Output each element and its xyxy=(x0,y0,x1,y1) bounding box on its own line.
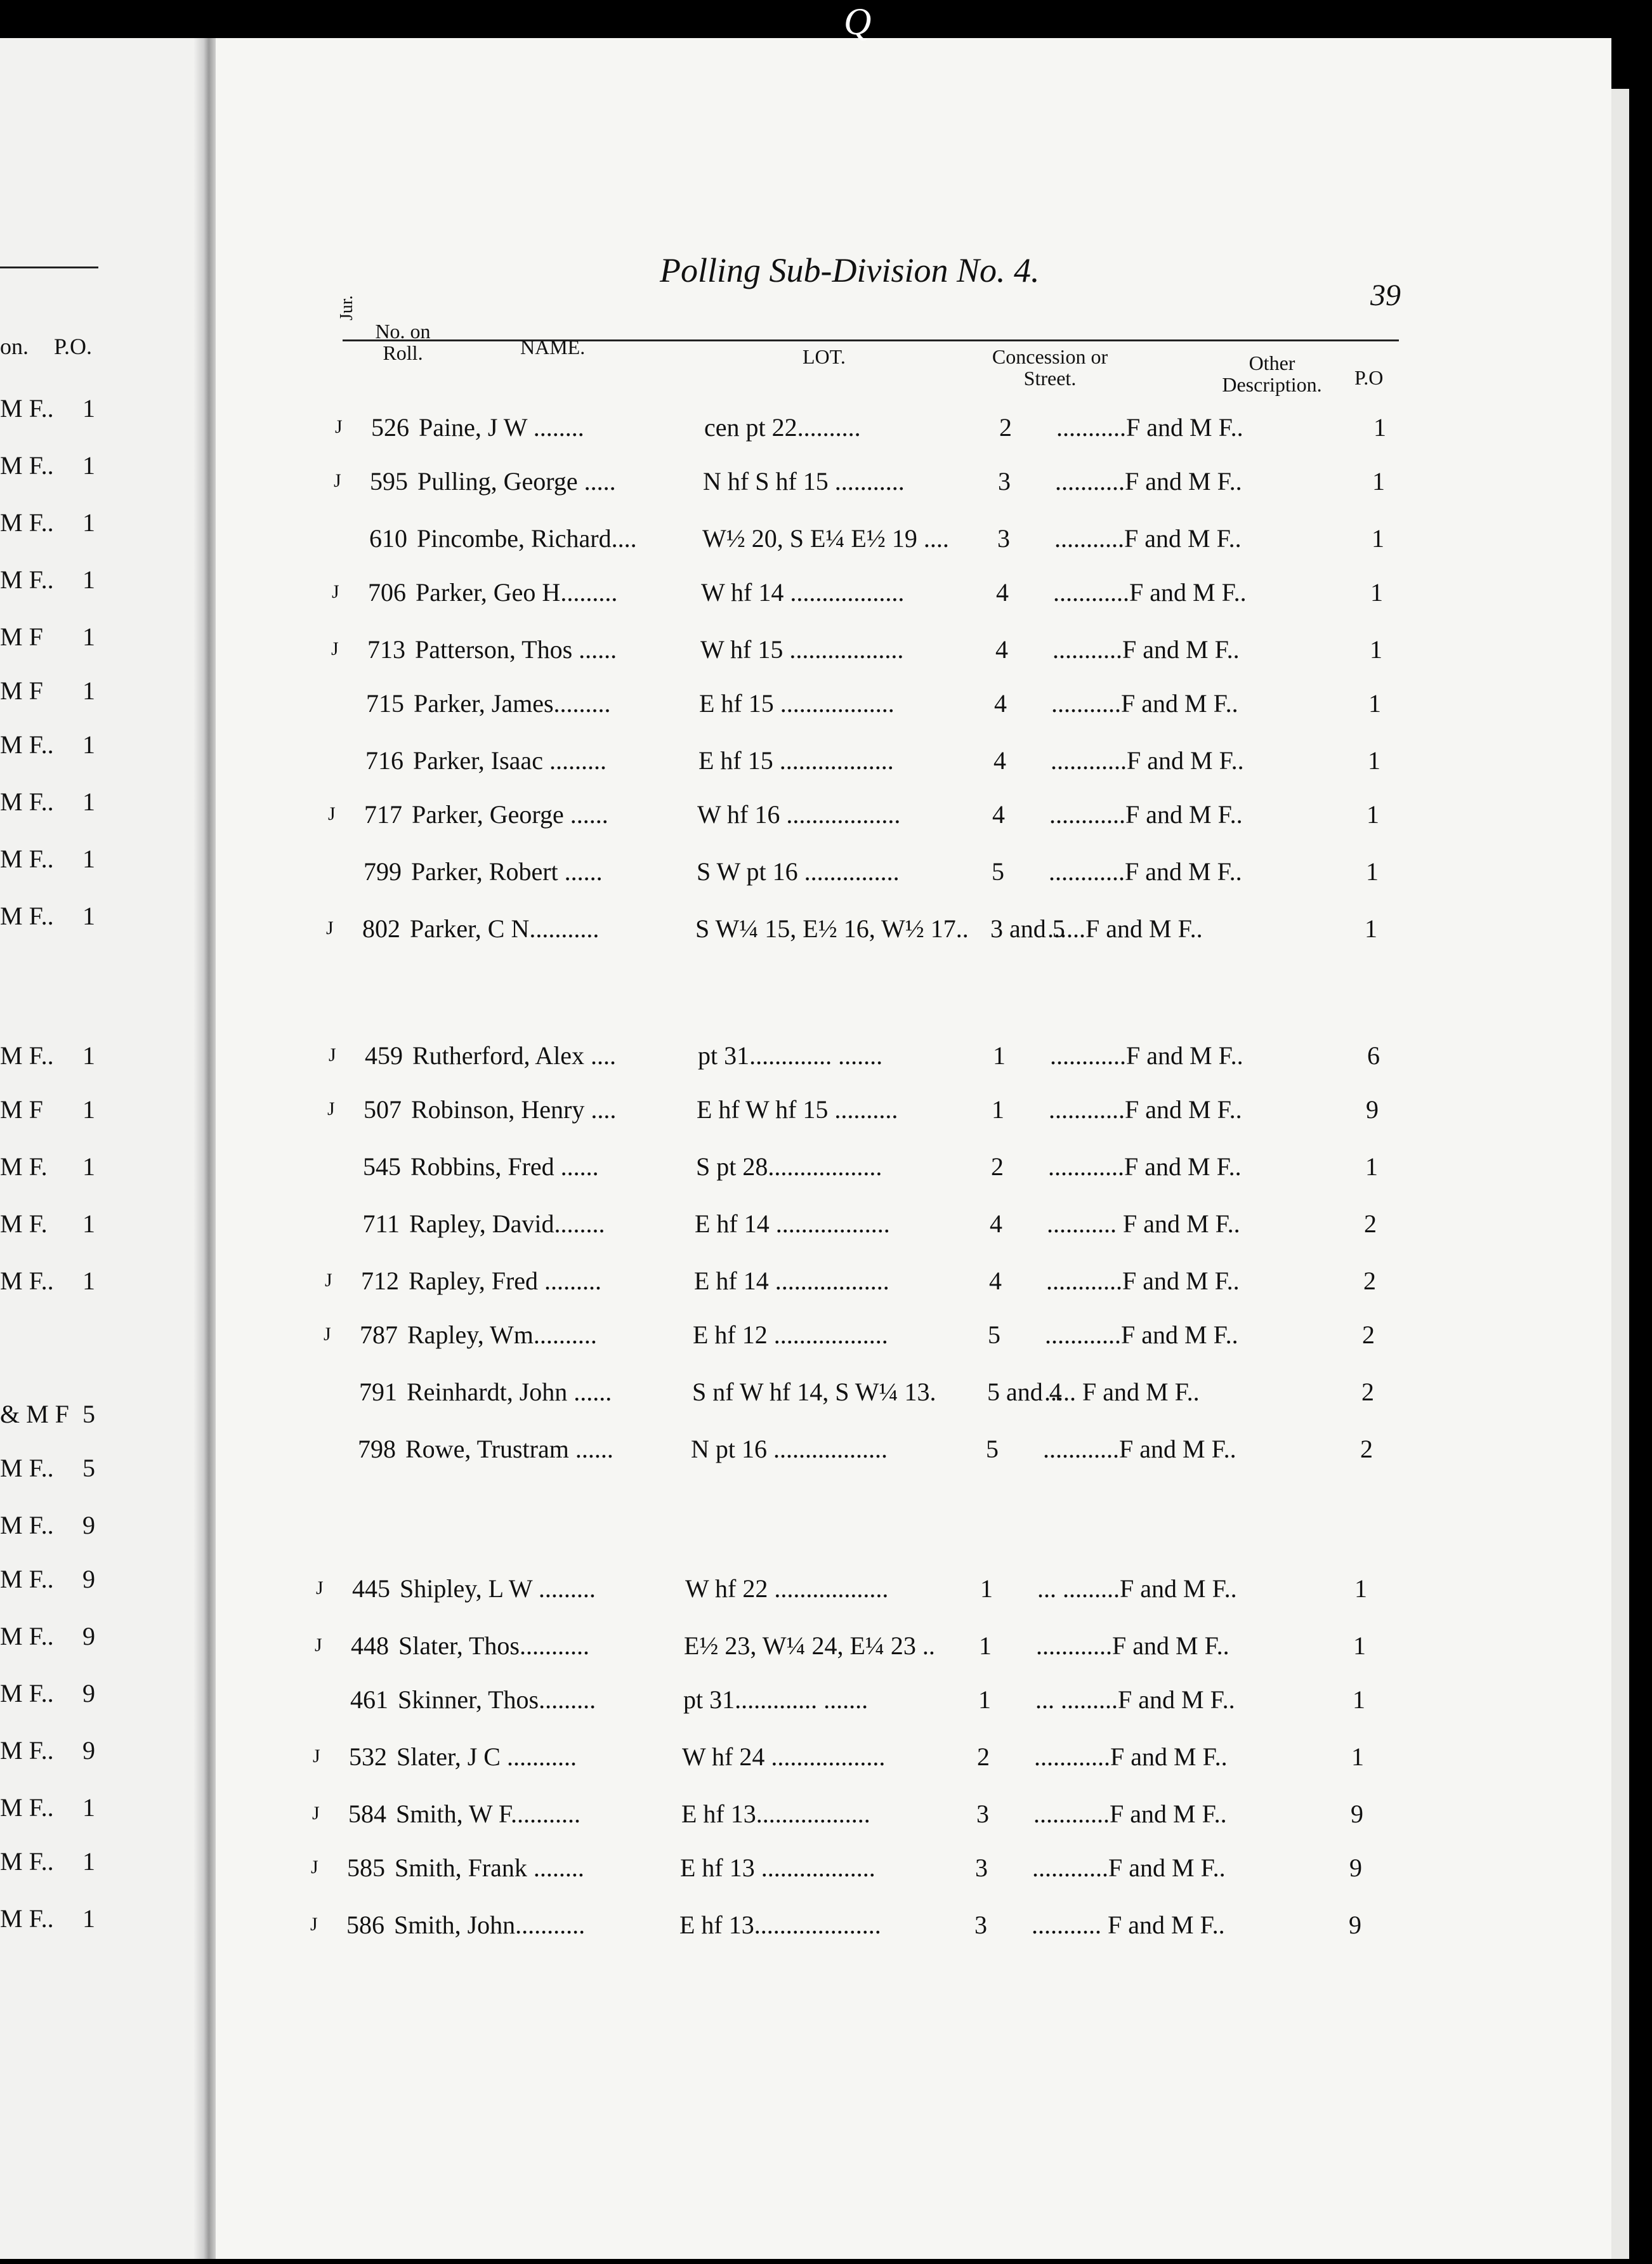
entry-name: Rowe, Trustram ...... xyxy=(405,1435,613,1463)
entry-lot: pt 31............. ....... xyxy=(698,1041,883,1070)
entry-concession: 3 xyxy=(976,1800,989,1828)
entry-other-description: ........... F and M F.. xyxy=(1032,1911,1225,1939)
entry-lot: N pt 16 .................. xyxy=(691,1435,888,1463)
entry-other-description: ... .........F and M F.. xyxy=(1035,1685,1235,1714)
roll-entry xyxy=(0,577,1652,609)
entry-po: 9 xyxy=(1351,1800,1363,1828)
entry-roll-number: 712 xyxy=(361,1267,399,1295)
entry-jur-mark: J xyxy=(335,416,343,437)
entry-po: 2 xyxy=(1362,1320,1375,1349)
entry-jur-mark: J xyxy=(328,803,336,824)
entry-name: Pincombe, Richard.... xyxy=(417,524,637,553)
left-row-description: M F.. xyxy=(0,565,54,594)
entry-concession: 5 xyxy=(986,1435,999,1463)
roll-entry xyxy=(0,1853,1652,1885)
entry-po: 1 xyxy=(1370,578,1383,607)
entry-lot: E hf 14 .................. xyxy=(695,1209,890,1238)
entry-other-description: ...........F and M F.. xyxy=(1056,413,1243,442)
entry-name: Patterson, Thos ...... xyxy=(415,635,617,664)
entry-jur-mark: J xyxy=(310,1914,318,1935)
column-header-roll: No. on Roll. xyxy=(375,320,431,364)
entry-lot: E hf 13 .................. xyxy=(680,1853,875,1882)
entry-po: 9 xyxy=(1366,1095,1379,1124)
left-row-po: 1 xyxy=(82,1904,95,1933)
entry-po: 1 xyxy=(1365,1152,1378,1181)
entry-roll-number: 526 xyxy=(371,413,409,442)
entry-name: Rapley, Wm.......... xyxy=(407,1320,597,1349)
entry-other-description: ............F and M F.. xyxy=(1050,1041,1243,1070)
left-row-description: M F.. xyxy=(0,1736,54,1765)
top-mark: Q xyxy=(844,1,872,43)
left-row-po: 1 xyxy=(82,1095,95,1124)
left-row-po: 1 xyxy=(82,1041,95,1070)
entry-lot: cen pt 22.......... xyxy=(704,413,861,442)
entry-other-description: ............F and M F.. xyxy=(1032,1853,1226,1882)
entry-name: Paine, J W ........ xyxy=(419,413,584,442)
entry-name: Reinhardt, John ...... xyxy=(407,1378,612,1406)
entry-lot: W hf 24 .................. xyxy=(682,1742,886,1771)
left-header-po: P.O. xyxy=(54,334,93,359)
entry-po: 1 xyxy=(1367,800,1379,829)
entry-roll-number: 716 xyxy=(365,746,403,775)
left-row-description: M F.. xyxy=(0,1565,54,1593)
roll-entry xyxy=(0,1209,1652,1241)
column-header-lot: LOT. xyxy=(803,345,846,368)
roll-entry xyxy=(0,1631,1652,1662)
entry-lot: E hf 12 .................. xyxy=(693,1320,888,1349)
entry-concession: 4 xyxy=(992,800,1005,829)
entry-name: Skinner, Thos......... xyxy=(398,1685,596,1714)
entry-lot: E hf 13.................... xyxy=(679,1911,881,1939)
roll-entry xyxy=(0,1152,1652,1183)
entry-jur-mark: J xyxy=(334,470,341,491)
roll-entry xyxy=(0,688,1652,720)
roll-entry xyxy=(0,1910,1652,1942)
left-row-po: 1 xyxy=(82,730,95,759)
entry-po: 6 xyxy=(1367,1041,1380,1070)
left-row-description: M F.. xyxy=(0,451,54,480)
roll-entry xyxy=(0,1095,1652,1126)
roll-entry xyxy=(0,800,1652,831)
column-header-name: NAME. xyxy=(520,336,586,359)
left-row-po: 1 xyxy=(82,1152,95,1181)
entry-roll-number: 461 xyxy=(350,1685,388,1714)
entry-lot: E hf W hf 15 .......... xyxy=(697,1095,898,1124)
entry-roll-number: 584 xyxy=(348,1800,386,1828)
roll-entry xyxy=(0,857,1652,888)
entry-po: 1 xyxy=(1368,689,1381,718)
entry-concession: 1 xyxy=(993,1041,1006,1070)
left-row-description: M F xyxy=(0,1095,43,1124)
left-row-po: 1 xyxy=(82,451,95,480)
left-row-description: M F.. xyxy=(0,845,54,873)
left-row-po: 1 xyxy=(82,676,95,705)
entry-name: Parker, Geo H......... xyxy=(416,578,618,607)
entry-concession: 1 xyxy=(979,1631,992,1660)
roll-entry xyxy=(0,914,1652,945)
entry-other-description: ...........F and M F.. xyxy=(1051,689,1238,718)
entry-other-description: ............F and M F.. xyxy=(1046,1267,1240,1295)
entry-concession: 2 xyxy=(991,1152,1004,1181)
left-row-description: M F.. xyxy=(0,787,54,816)
entry-concession: 4 xyxy=(994,689,1007,718)
entry-po: 1 xyxy=(1366,857,1379,886)
entry-jur-mark: J xyxy=(312,1803,320,1824)
left-row-description: M F.. xyxy=(0,1041,54,1070)
entry-po: 2 xyxy=(1361,1378,1374,1406)
left-row-description: M F xyxy=(0,622,43,651)
entry-roll-number: 507 xyxy=(364,1095,402,1124)
entry-other-description: ............F and M F.. xyxy=(1034,1742,1228,1771)
entry-concession: 3 xyxy=(975,1853,988,1882)
entry-po: 1 xyxy=(1365,914,1377,943)
left-row-description: M F.. xyxy=(0,508,54,537)
entry-name: Rapley, David........ xyxy=(409,1209,605,1238)
entry-other-description: ............F and M F.. xyxy=(1049,1095,1242,1124)
roll-entry xyxy=(0,1574,1652,1605)
entry-concession: 1 xyxy=(980,1574,993,1603)
entry-jur-mark: J xyxy=(326,918,334,938)
roll-entry xyxy=(0,1320,1652,1352)
left-row-po: 9 xyxy=(82,1679,95,1708)
entry-concession: 1 xyxy=(992,1095,1004,1124)
entry-lot: S pt 28.................. xyxy=(696,1152,882,1181)
entry-po: 1 xyxy=(1354,1574,1367,1603)
entry-po: 1 xyxy=(1372,467,1385,496)
column-header-po: P.O xyxy=(1354,366,1384,389)
entry-other-description: ............F and M F.. xyxy=(1053,578,1247,607)
roll-entry xyxy=(0,466,1652,498)
left-row-po: 9 xyxy=(82,1565,95,1593)
entry-roll-number: 715 xyxy=(366,689,404,718)
entry-concession: 2 xyxy=(999,413,1012,442)
left-row-description: M F.. xyxy=(0,902,54,930)
left-row-po: 9 xyxy=(82,1622,95,1650)
entry-name: Rutherford, Alex .... xyxy=(412,1041,617,1070)
entry-po: 1 xyxy=(1353,1631,1366,1660)
entry-po: 1 xyxy=(1353,1685,1365,1714)
entry-jur-mark: J xyxy=(329,1044,336,1065)
entry-other-description: ...........F and M F.. xyxy=(1054,524,1242,553)
left-header-rule xyxy=(0,267,98,268)
entry-concession: 3 xyxy=(974,1911,987,1939)
entry-name: Shipley, L W ......... xyxy=(400,1574,596,1603)
entry-roll-number: 448 xyxy=(351,1631,389,1660)
entry-concession: 5 and 4 xyxy=(987,1378,1062,1406)
left-row-po: 1 xyxy=(82,1267,95,1295)
entry-concession: 5 xyxy=(992,857,1004,886)
left-row-description: M F. xyxy=(0,1209,48,1238)
roll-entry xyxy=(0,1266,1652,1298)
header-rule xyxy=(343,339,1399,341)
entry-concession: 3 xyxy=(998,467,1011,496)
entry-lot: E½ 23, W¼ 24, E¼ 23 .. xyxy=(684,1631,935,1660)
left-row-description: M F.. xyxy=(0,1622,54,1650)
entry-lot: N hf S hf 15 ........... xyxy=(703,467,905,496)
entry-po: 1 xyxy=(1373,413,1386,442)
left-row-po: 1 xyxy=(82,622,95,651)
left-row-description: M F.. xyxy=(0,1511,54,1539)
entry-roll-number: 459 xyxy=(365,1041,403,1070)
roll-entry xyxy=(0,1742,1652,1774)
entry-other-description: ............F and M F.. xyxy=(1043,1435,1236,1463)
entry-other-description: ........... F and M F.. xyxy=(1047,1209,1240,1238)
entry-jur-mark: J xyxy=(316,1577,324,1598)
entry-po: 9 xyxy=(1349,1853,1362,1882)
entry-roll-number: 717 xyxy=(364,800,402,829)
entry-po: 1 xyxy=(1351,1742,1364,1771)
roll-entry xyxy=(0,523,1652,555)
entry-lot: E hf 13.................. xyxy=(681,1800,870,1828)
entry-name: Parker, C N........... xyxy=(410,914,600,943)
left-row-description: M F.. xyxy=(0,1454,54,1482)
left-row-description: M F.. xyxy=(0,1793,54,1822)
left-row-po: 9 xyxy=(82,1511,95,1539)
left-row-po: 1 xyxy=(82,787,95,816)
entry-lot: E hf 14 .................. xyxy=(694,1267,889,1295)
column-header-jur: Jur. xyxy=(337,295,357,320)
entry-roll-number: 586 xyxy=(346,1911,384,1939)
entry-roll-number: 711 xyxy=(362,1209,400,1238)
entry-other-description: ............F and M F.. xyxy=(1051,746,1244,775)
left-row-po: 1 xyxy=(82,1209,95,1238)
entry-name: Smith, W F........... xyxy=(396,1800,580,1828)
entry-concession: 4 xyxy=(989,1267,1002,1295)
entry-name: Pulling, George ..... xyxy=(417,467,616,496)
left-row-po: 1 xyxy=(82,1847,95,1876)
entry-concession: 4 xyxy=(990,1209,1002,1238)
entry-jur-mark: J xyxy=(311,1857,318,1878)
entry-lot: S W¼ 15, E½ 16, W½ 17.. xyxy=(695,914,969,943)
roll-entry xyxy=(0,1685,1652,1716)
left-row-description: M F.. xyxy=(0,394,54,423)
entry-po: 9 xyxy=(1349,1911,1361,1939)
entry-concession: 4 xyxy=(993,746,1006,775)
entry-lot: S nf W hf 14, S W¼ 13. xyxy=(692,1378,936,1406)
entry-name: Robinson, Henry .... xyxy=(411,1095,617,1124)
entry-jur-mark: J xyxy=(325,1270,332,1291)
roll-entry xyxy=(0,635,1652,666)
entry-other-description: ............F and M F.. xyxy=(1045,1320,1238,1349)
entry-jur-mark: J xyxy=(324,1324,331,1345)
entry-concession: 3 xyxy=(997,524,1010,553)
entry-po: 2 xyxy=(1364,1209,1377,1238)
roll-entry xyxy=(0,1434,1652,1466)
entry-name: Parker, George ...... xyxy=(412,800,608,829)
entry-concession: 4 xyxy=(995,635,1008,664)
left-row-po: 5 xyxy=(82,1400,95,1428)
entry-concession: 2 xyxy=(977,1742,990,1771)
entry-lot: W hf 22 .................. xyxy=(685,1574,889,1603)
left-row-description: & M F xyxy=(0,1400,69,1428)
entry-po: 1 xyxy=(1368,746,1380,775)
entry-roll-number: 706 xyxy=(368,578,406,607)
entry-lot: pt 31............. ....... xyxy=(683,1685,869,1714)
entry-other-description: ......F and M F.. xyxy=(1047,914,1203,943)
left-row-description: M F. xyxy=(0,1152,48,1181)
entry-lot: W½ 20, S E¼ E½ 19 .... xyxy=(702,524,949,553)
entry-lot: W hf 16 .................. xyxy=(697,800,901,829)
entry-concession: 3 and 5 xyxy=(990,914,1065,943)
entry-name: Smith, Frank ........ xyxy=(395,1853,584,1882)
entry-lot: E hf 15 .................. xyxy=(699,689,895,718)
entry-name: Robbins, Fred ...... xyxy=(410,1152,599,1181)
entry-other-description: ... .........F and M F.. xyxy=(1037,1574,1237,1603)
roll-entry xyxy=(0,412,1652,444)
entry-jur-mark: J xyxy=(331,638,339,659)
entry-other-description: ............F and M F.. xyxy=(1033,1800,1227,1828)
entry-other-description: ...........F and M F.. xyxy=(1052,635,1240,664)
entry-roll-number: 585 xyxy=(347,1853,385,1882)
entry-roll-number: 799 xyxy=(364,857,402,886)
entry-jur-mark: J xyxy=(327,1098,335,1119)
entry-name: Rapley, Fred ......... xyxy=(409,1267,602,1295)
entry-jur-mark: J xyxy=(332,581,339,602)
roll-entry xyxy=(0,746,1652,777)
left-row-description: M F.. xyxy=(0,1847,54,1876)
entry-name: Smith, John........... xyxy=(394,1911,586,1939)
roll-entry xyxy=(0,1041,1652,1072)
entry-roll-number: 532 xyxy=(349,1742,387,1771)
entry-roll-number: 802 xyxy=(362,914,400,943)
entry-other-description: ............F and M F.. xyxy=(1036,1631,1229,1660)
column-header-concession: Concession or Street. xyxy=(992,345,1108,390)
entry-other-description: ............F and M F.. xyxy=(1049,857,1242,886)
left-header-concession: on. xyxy=(0,334,29,359)
entry-roll-number: 787 xyxy=(360,1320,398,1349)
page-title: Polling Sub-Division No. 4. xyxy=(660,251,1040,289)
page-number: 39 xyxy=(1370,279,1401,312)
entry-concession: 4 xyxy=(996,578,1009,607)
entry-concession: 5 xyxy=(988,1320,1000,1349)
entry-other-description: ............F and M F.. xyxy=(1049,800,1243,829)
left-row-po: 5 xyxy=(82,1454,95,1482)
entry-other-description: ............F and M F.. xyxy=(1048,1152,1242,1181)
roll-entry xyxy=(0,1377,1652,1409)
roll-entry xyxy=(0,1799,1652,1831)
left-row-po: 1 xyxy=(82,394,95,423)
left-row-description: M F.. xyxy=(0,1679,54,1708)
left-row-po: 1 xyxy=(82,1793,95,1822)
entry-roll-number: 595 xyxy=(370,467,408,496)
entry-roll-number: 713 xyxy=(367,635,405,664)
entry-name: Parker, Isaac ......... xyxy=(413,746,606,775)
entry-name: Slater, J C ........... xyxy=(397,1742,577,1771)
left-row-po: 1 xyxy=(82,845,95,873)
entry-roll-number: 445 xyxy=(352,1574,390,1603)
entry-jur-mark: J xyxy=(315,1635,322,1655)
entry-po: 2 xyxy=(1360,1435,1373,1463)
left-row-po: 1 xyxy=(82,508,95,537)
left-row-po: 1 xyxy=(82,565,95,594)
entry-roll-number: 798 xyxy=(358,1435,396,1463)
entry-name: Slater, Thos........... xyxy=(398,1631,589,1660)
left-row-description: M F.. xyxy=(0,730,54,759)
entry-po: 1 xyxy=(1372,524,1384,553)
entry-lot: S W pt 16 ............... xyxy=(697,857,900,886)
entry-po: 1 xyxy=(1370,635,1382,664)
entry-lot: W hf 14 .................. xyxy=(701,578,905,607)
entry-roll-number: 545 xyxy=(363,1152,401,1181)
left-row-po: 9 xyxy=(82,1736,95,1765)
entry-po: 2 xyxy=(1363,1267,1376,1295)
left-row-description: M F.. xyxy=(0,1267,54,1295)
column-header-other: Other Description. xyxy=(1222,352,1322,396)
entry-name: Parker, Robert ...... xyxy=(411,857,603,886)
entry-concession: 1 xyxy=(978,1685,991,1714)
left-row-description: M F xyxy=(0,676,43,705)
entry-other-description: ..... F and M F.. xyxy=(1044,1378,1200,1406)
left-row-po: 1 xyxy=(82,902,95,930)
entry-lot: W hf 15 .................. xyxy=(700,635,904,664)
entry-lot: E hf 15 .................. xyxy=(698,746,894,775)
entry-name: Parker, James......... xyxy=(414,689,611,718)
entry-jur-mark: J xyxy=(313,1746,320,1767)
entry-roll-number: 610 xyxy=(369,524,407,553)
left-row-description: M F.. xyxy=(0,1904,54,1933)
entry-roll-number: 791 xyxy=(359,1378,397,1406)
entry-other-description: ...........F and M F.. xyxy=(1055,467,1242,496)
